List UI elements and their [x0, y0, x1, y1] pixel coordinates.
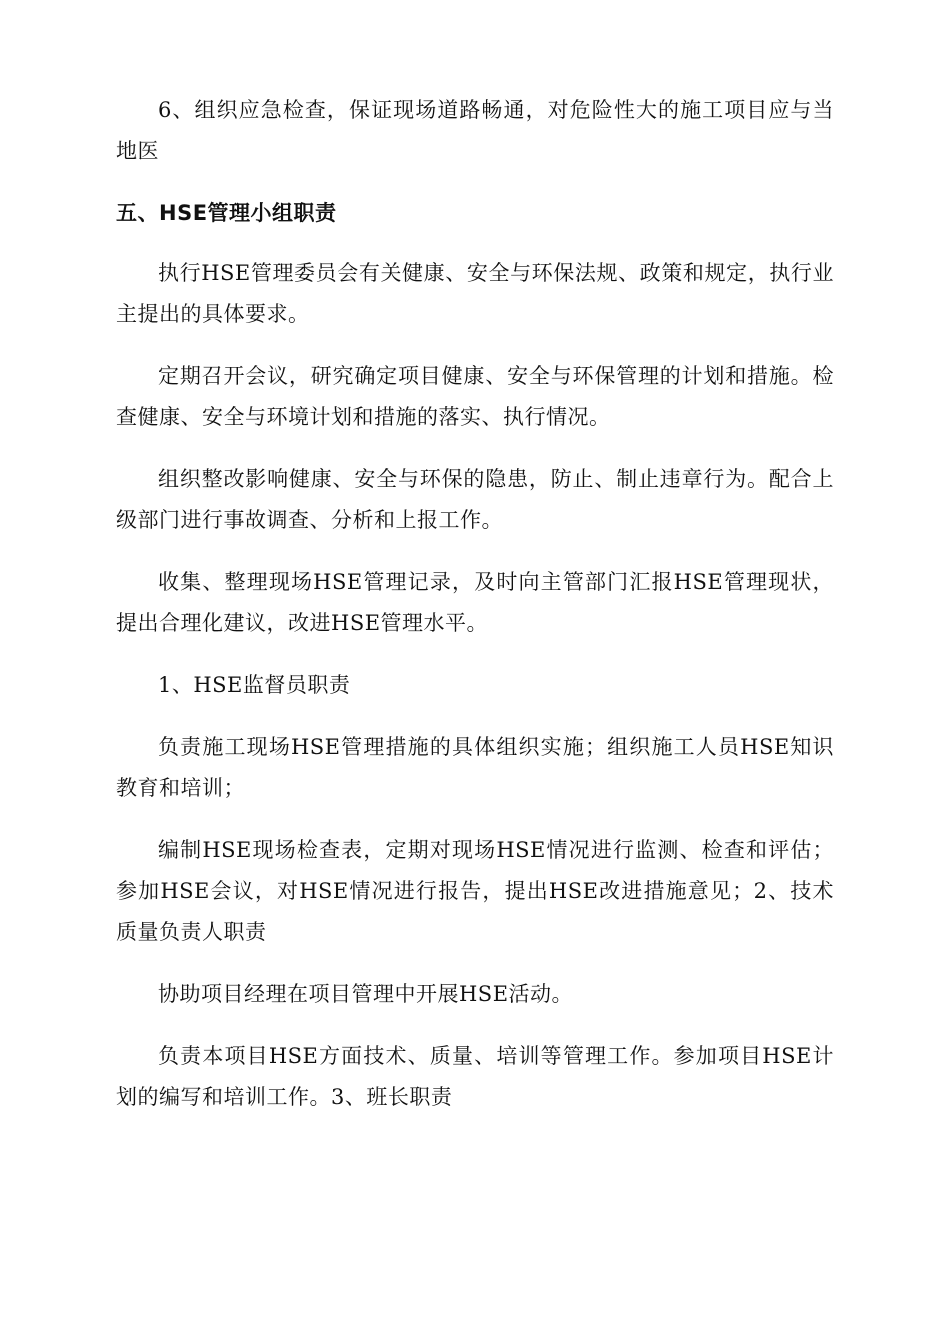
paragraph-regular-meetings: 定期召开会议，研究确定项目健康、安全与环保管理的计划和措施。检查健康、安全与环境计划和措施的落实、执行情况。: [116, 364, 834, 429]
document-body: [116, 90, 834, 1139]
paragraph-emergency-check: 6、组织应急检查，保证现场道路畅通，对危险性大的施工项目应与当地医: [116, 98, 834, 163]
paragraph-rectify-hazards: 组织整改影响健康、安全与环保的隐患，防止、制止违章行为。配合上级部门进行事故调查、分析和上报工作。: [116, 467, 834, 532]
subheading-hse-supervisor: 1、HSE监督员职责: [158, 673, 351, 697]
paragraph-supervisor-duties: 负责施工现场HSE管理措施的具体组织实施；组织施工人员HSE知识教育和培训；: [116, 735, 834, 800]
paragraph-collect-records: 收集、整理现场HSE管理记录，及时向主管部门汇报HSE管理现状，提出合理化建议，改进HSE管理水平。: [116, 570, 834, 635]
paragraph-execute-regulations: 执行HSE管理委员会有关健康、安全与环保法规、政策和规定，执行业主提出的具体要求。: [116, 261, 834, 326]
paragraph-assist-manager: 协助项目经理在项目管理中开展HSE活动。: [158, 982, 574, 1006]
paragraph-checklist-duties: 编制HSE现场检查表，定期对现场HSE情况进行监测、检查和评估；参加HSE会议，对HSE情况进行报告，提出HSE改进措施意见；2、技术质量负责人职责: [116, 838, 834, 944]
section-heading: 五、HSE管理小组职责: [116, 201, 337, 225]
paragraph-technical-quality: 负责本项目HSE方面技术、质量、培训等管理工作。参加项目HSE计划的编写和培训工作。3、班长职责: [116, 1044, 834, 1109]
